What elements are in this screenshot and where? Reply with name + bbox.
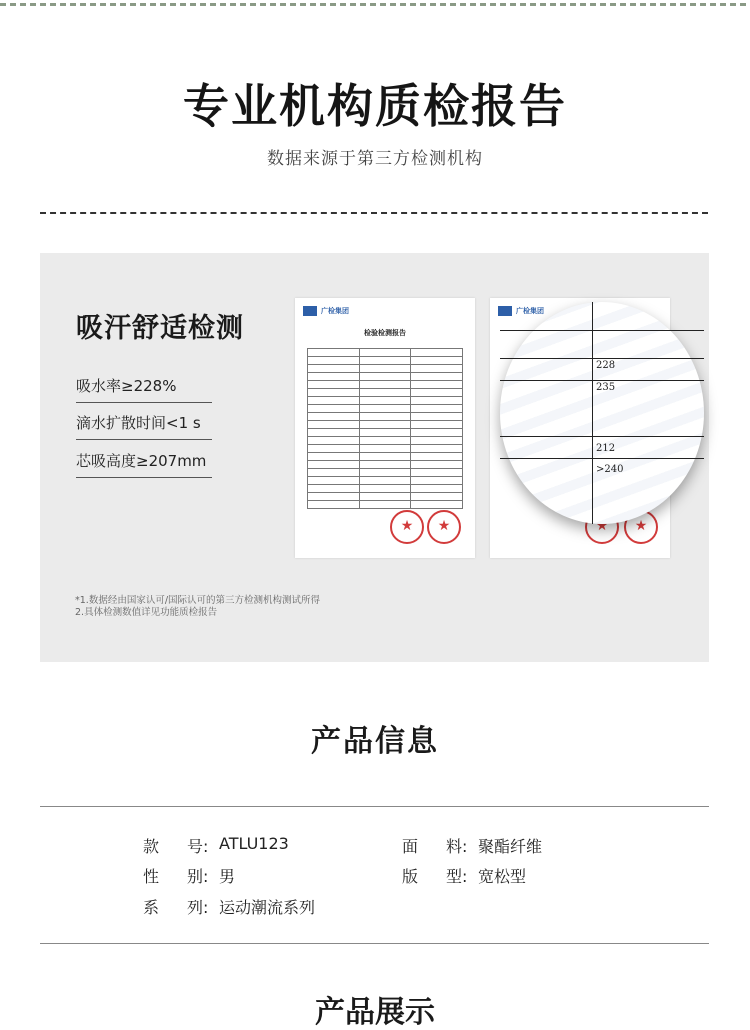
metric-wicking-height: 芯吸高度≥207mm — [76, 450, 212, 478]
report-logo-icon — [303, 306, 317, 316]
report-table — [307, 348, 463, 509]
info-label-style-b: 号: — [187, 837, 209, 856]
mag-grid-line — [592, 302, 593, 524]
info-value-fabric: 聚酯纤维 — [478, 837, 543, 856]
red-seal-icon — [390, 510, 424, 544]
mag-value: >240 — [596, 464, 624, 475]
mag-grid-line — [500, 436, 704, 437]
info-label-fabric-b: 料: — [446, 837, 468, 856]
info-label-fit-a: 版 — [402, 867, 419, 886]
report-doc-title: 检验检测报告 — [364, 329, 406, 337]
next-section-title-partial: 产品展示 — [315, 995, 435, 1030]
info-label-fit-b: 型: — [446, 867, 468, 886]
info-top-rule — [40, 806, 709, 807]
mag-grid-line — [500, 358, 704, 359]
page-subtitle: 数据来源于第三方检测机构 — [267, 149, 483, 169]
report-logo-icon — [498, 306, 512, 316]
metric-water-absorption: 吸水率≥228% — [76, 375, 212, 403]
info-label-gender-a: 性 — [143, 867, 160, 886]
decorative-top-border — [0, 0, 750, 10]
mag-grid-line — [500, 458, 704, 459]
magnified-result-detail — [500, 302, 704, 524]
mag-value: 212 — [596, 443, 616, 454]
mag-value: 235 — [596, 382, 616, 393]
mag-grid-line — [500, 380, 704, 381]
report-org-name: 广检集团 — [516, 307, 544, 315]
footnote-1: *1.数据经由国家认可/国际认可的第三方检测机构测试所得 — [75, 595, 321, 606]
product-info-title: 产品信息 — [311, 724, 439, 759]
info-label-series-a: 系 — [143, 898, 160, 917]
test-title: 吸汗舒适检测 — [76, 313, 244, 344]
info-value-gender: 男 — [219, 867, 236, 886]
red-seal-icon — [427, 510, 461, 544]
report-org-name: 广检集团 — [321, 307, 349, 315]
page-title: 专业机构质检报告 — [183, 79, 567, 133]
info-value-series: 运动潮流系列 — [219, 898, 316, 917]
info-bottom-rule — [40, 943, 709, 944]
info-value-fit: 宽松型 — [478, 867, 527, 886]
metric-diffusion-time: 滴水扩散时间<1 s — [76, 412, 212, 440]
info-label-series-b: 列: — [187, 898, 209, 917]
footnote-2: 2.具体检测数值详见功能质检报告 — [75, 607, 218, 618]
mag-grid-line — [500, 330, 704, 331]
info-label-style-a: 款 — [143, 837, 160, 856]
dashed-divider — [40, 212, 708, 214]
mag-value: 228 — [596, 360, 616, 371]
report-document-front — [295, 298, 475, 558]
info-value-style-number: ATLU123 — [219, 834, 289, 853]
info-label-fabric-a: 面 — [402, 837, 419, 856]
info-label-gender-b: 别: — [187, 867, 209, 886]
